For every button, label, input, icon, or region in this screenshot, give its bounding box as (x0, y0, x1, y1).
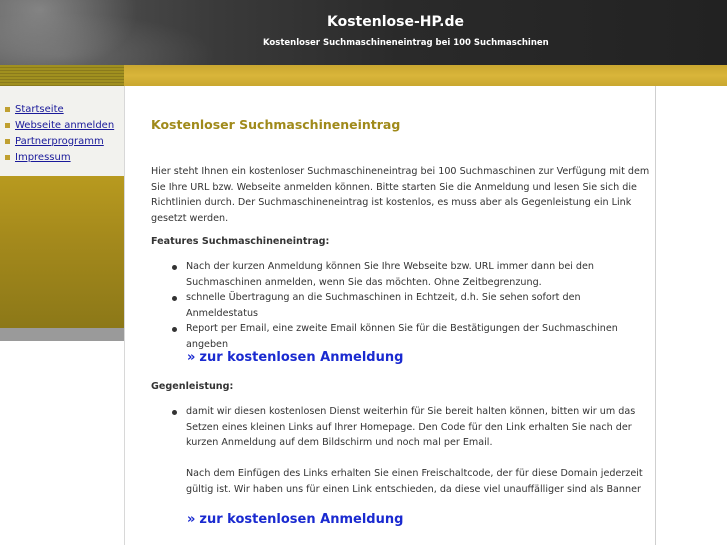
bullet-icon (172, 327, 177, 332)
sidebar-item-startseite (5, 101, 114, 117)
signup-link-2[interactable] (187, 512, 403, 527)
bullet-icon (5, 139, 10, 144)
gegenleistung-text-2: Nach dem Einfügen des Links erhalten Sie einen Freischaltcode, der für diese Domain jederzeit gültig ist. Wir haben uns für einen Link entschieden, da diese viel unauffälliger sind als Banner (186, 468, 643, 495)
right-margin (655, 86, 727, 545)
signup-link[interactable] (187, 350, 403, 365)
page-title: Kostenloser Suchmaschineneintrag (151, 117, 401, 132)
nav-link-impressum[interactable]: Impressum (15, 151, 71, 163)
raquo-icon: » (187, 350, 196, 365)
signup-link-label: zur kostenlosen Anmeldung (199, 350, 404, 365)
bullet-icon (172, 265, 177, 270)
nav-link-startseite[interactable]: Startseite (15, 103, 64, 115)
feature-text: Report per Email, eine zweite Email können Sie für die Bestätigungen der Suchmaschinen angeben (186, 323, 618, 350)
sidebar-item-partnerprogramm (5, 133, 114, 149)
sidebar-divider (0, 328, 124, 341)
sidebar-item-impressum (5, 149, 114, 165)
gegenleistung-list (172, 404, 652, 497)
nav-link-partnerprogramm[interactable]: Partnerprogramm (15, 135, 104, 147)
list-item (172, 321, 652, 352)
feature-text: Nach der kurzen Anmeldung können Sie Ihre Webseite bzw. URL immer dann bei den Suchmaschinen anmelden, wenn Sie das möchten. Ohne Zeitbegrenzung. (186, 261, 595, 288)
sidebar-item-webseite-anmelden (5, 117, 114, 133)
gegenleistung-text: damit wir diesen kostenlosen Dienst weiterhin für Sie bereit halten können, bitten wir um das Setzen eines kleinen Links auf Ihrer Homepage. Den Code für den Link erhalten Sie nach der kurzen Anmeldung auf dem Bildschirm und noch mal per Email. (186, 406, 636, 448)
bullet-icon (5, 107, 10, 112)
bullet-icon (5, 123, 10, 128)
signup-link-label: zur kostenlosen Anmeldung (199, 512, 404, 527)
site-subtitle: Kostenloser Suchmaschineneintrag bei 100 Suchmaschinen (263, 38, 549, 48)
site-title[interactable]: Kostenlose-HP.de (327, 14, 465, 30)
gegenleistung-heading: Gegenleistung: (151, 381, 234, 392)
features-heading: Features Suchmaschineneintrag: (151, 236, 330, 247)
bullet-icon (172, 410, 177, 415)
sidebar-decoration (0, 176, 124, 328)
intro-text: Hier steht Ihnen ein kostenloser Suchmaschineneintrag bei 100 Suchmaschinen zur Verfügung mit dem Sie Ihre URL bzw. Webseite anmelden können. Bitte starten Sie die Anmeldung und lesen Sie sich die Richtlinien durch. Der Suchmaschineneintrag ist kostenlos, es muss aber als Gegenleistung ein Link gesetzt werden. (151, 166, 650, 224)
sidebar-nav (5, 101, 114, 165)
site-header (0, 0, 727, 65)
sidebar-footer-area (0, 341, 124, 545)
bullet-icon (172, 296, 177, 301)
feature-text: schnelle Übertragung an die Suchmaschinen in Echtzeit, d.h. Sie sehen sofort den Anmeldestatus (186, 292, 581, 319)
raquo-icon: » (187, 512, 196, 527)
nav-link-webseite-anmelden[interactable]: Webseite anmelden (15, 119, 115, 131)
list-item (172, 404, 652, 497)
list-item (172, 259, 652, 290)
bullet-icon (5, 155, 10, 160)
list-item (172, 290, 652, 321)
header-band-right (124, 65, 727, 86)
features-list (172, 259, 652, 352)
header-band-left (0, 65, 124, 86)
